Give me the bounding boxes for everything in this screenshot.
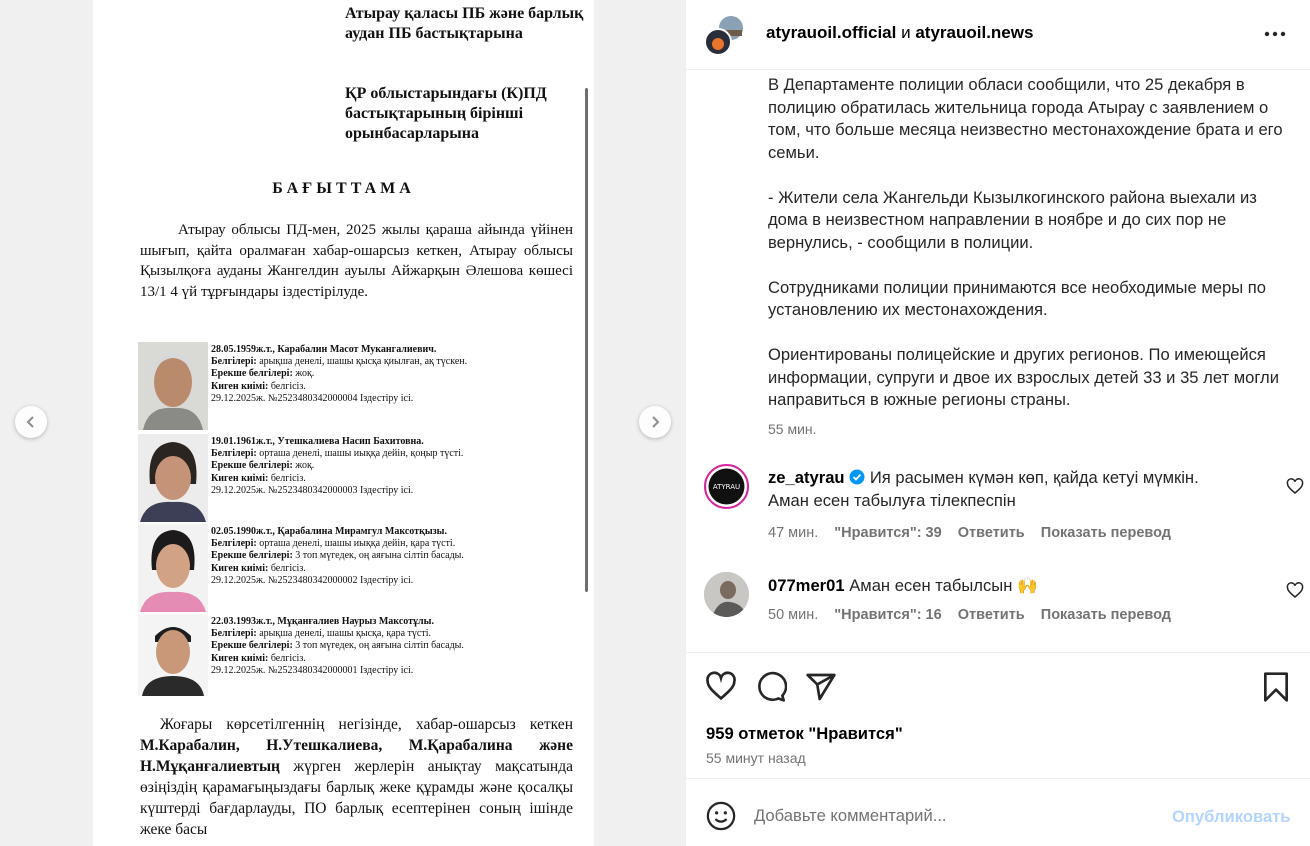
sign-label: Белгілері: [211,448,257,460]
post-authors [766,23,1033,43]
comment-body: Аман есен табылсын 🙌 [849,576,1038,595]
commenter-avatar[interactable] [704,464,749,509]
person-name: 02.05.1990ж.т., Қарабалина Мирамгул Максотқызы. [211,526,447,537]
person-case: 29.12.2025ж. №2523480342000003 Іздестіру ісі. [211,484,414,496]
missing-person-2 [138,434,558,522]
document-image [93,0,594,846]
document-intro: Атырау облысы ПД-мен, 2025 жылы қараша айында үйінен шығып, қайта оралмаған хабар-ошарсыз кеткен, Атырау облысы Қызылқоға ауданы Жангелдин ауылы Айжарқын Әлешова көшесі 13/1 4 үй тұрғындары іздестірілуде. [140,222,573,300]
person-special: жоқ. [295,368,315,380]
show-translation-button[interactable]: Показать перевод [1040,607,1172,623]
comment-username[interactable]: 077mer01 [768,576,845,595]
document-scrollbar [585,88,588,592]
person-signs: арықша денелі, шашы қысқа, қара түсті. [259,628,432,640]
publish-button[interactable]: Опубликовать [1172,807,1291,826]
coauthor-link[interactable]: atyrauoil.news [915,23,1034,42]
like-heart-icon[interactable] [705,671,737,703]
clothes-label: Киген киімі: [211,380,269,392]
comment-input[interactable] [754,799,1154,833]
person-case: 29.12.2025ж. №2523480342000002 Іздестіру ісі. [211,574,414,586]
author-link[interactable]: atyrauoil.official [766,23,897,42]
document-heading-1: Атырау қаласы ПБ және барлық аудан ПБ бастықтарына [345,5,584,42]
comment-username[interactable]: ze_atyrau [768,468,845,487]
comment-time: 50 мин. [768,607,819,623]
person-name: 22.03.1993ж.т., Мұқанғалиев Наурыз Максотұлы. [211,616,434,627]
conclusion-text-2: жүрген жерлерін анықтау мақсатында өзіңіздің қарамағыңыздағы барлық жеке құрамды және қосалқы күштерді бағдарлауды, ПО барлық есептерінен соның ішінде жеке басы [140,758,573,838]
post-timestamp: 55 минут назад [706,750,806,766]
missing-person-4 [138,614,558,702]
reply-button[interactable]: Ответить [957,525,1025,541]
person-photo [138,342,208,430]
person-photo [138,434,208,522]
clothes-label: Киген киімі: [211,472,269,484]
author-avatars[interactable] [704,14,748,56]
post-caption: В Департаменте полиции облаcи сообщили, что 25 декабря в полицию обратилась жительница города Атырау с заявлением о том, что больше месяца неизвестно местонахождение брата и его семьи. - Жители села Жангельди Кызылкогинского района выехали из дома в неизвестном направлении в ноябре и до сих пор не вернулись, - сообщили в полиции. Сотрудниками полиции принимаются все необходимые меры по установлению их местонахождения. Ориентированы полицейские и других регионов. По имеющейся информации, супруги и двое их взрослых детей 33 и 35 лет могли направиться в южные регионы страны. [768,75,1283,409]
special-label: Ерекше белгілері: [211,368,293,380]
post-side-panel [685,0,1310,846]
caption-timestamp: 55 мин. [768,421,817,437]
post-header [686,0,1310,70]
person-special: 3 топ мүгедек, оң аяғына сілтіп басады. [295,550,464,562]
person-special: 3 топ мүгедек, оң аяғына сілтіп басады. [295,640,464,652]
person-clothes: белгісіз. [270,380,306,392]
comment-likes[interactable]: "Нравится": 39 [834,525,942,541]
comment-text [768,574,1238,597]
person-clothes: белгісіз. [270,472,306,484]
missing-person-1 [138,342,558,430]
comment-meta [768,607,1183,623]
chevron-right-icon [648,415,662,429]
person-clothes: белгісіз. [270,652,306,664]
comment-body: Ия расымен күмән көп, қайда кетуі мүмкін. Аман есен табылуға тілекпеспін [768,468,1199,510]
chevron-left-icon [24,415,38,429]
avatar-logo-text: ATYRAU [712,483,741,491]
more-options-icon[interactable] [1262,22,1288,46]
clothes-label: Киген киімі: [211,652,269,664]
sign-label: Белгілері: [211,538,257,550]
comment-composer [686,778,1310,846]
comment-bubble-icon[interactable] [755,671,787,703]
missing-person-3 [138,524,558,612]
save-bookmark-icon[interactable] [1260,671,1292,703]
person-signs: орташа денелі, шашы иыққа дейін, қоңыр түсті. [259,448,464,460]
special-label: Ерекше белгілері: [211,640,293,652]
comment-like-icon[interactable] [1286,478,1304,496]
next-slide-button[interactable] [639,406,671,438]
person-special: жоқ. [295,460,315,472]
person-photo [138,524,208,612]
verified-badge-icon [849,469,865,485]
document-heading-2: ҚР облыстарындағы (К)ПД бастықтарының бірінші орынбасарларына [345,85,547,142]
emoji-icon[interactable] [706,801,736,831]
likes-count[interactable]: 959 отметок "Нравится" [706,724,903,743]
person-name: 19.01.1961ж.т., Утешкалиева Насип Бахитовна. [211,436,424,447]
commenter-avatar[interactable] [704,572,749,617]
document-conclusion [140,714,573,840]
reply-button[interactable]: Ответить [957,607,1025,623]
comment-likes[interactable]: "Нравится": 16 [834,607,942,623]
sign-label: Белгілері: [211,628,257,640]
previous-slide-button[interactable] [15,406,47,438]
person-case: 29.12.2025ж. №2523480342000001 Іздестіру ісі. [211,664,414,676]
show-translation-button[interactable]: Показать перевод [1040,525,1172,541]
person-name: 28.05.1959ж.т., Карабалин Масот Мукангалиевич. [211,344,437,355]
comment-like-icon[interactable] [1286,582,1304,600]
conclusion-text-1: Жоғары көрсетілгеннің негізінде, хабар-ошарсыз кеткен [160,716,573,733]
person-photo [138,614,208,696]
person-signs: арықша денелі, шашы қысқа қиылған, ақ түскен. [259,356,468,368]
comment-meta [768,525,1183,541]
authors-connector: и [901,23,911,42]
special-label: Ерекше белгілері: [211,460,293,472]
comment-time: 47 мин. [768,525,819,541]
post-actions [686,652,1310,778]
special-label: Ерекше белгілері: [211,550,293,562]
comment-text [768,466,1238,512]
person-case: 29.12.2025ж. №2523480342000004 Іздестіру ісі. [211,392,414,404]
document-title: БАҒЫТТАМА [272,180,415,197]
conclusion-names: М.Карабалин, Н.Утешкалиева, М.Қарабалина және Н.Мұқанғалиевтың [140,737,573,775]
sign-label: Белгілері: [211,356,257,368]
person-clothes: белгісіз. [270,562,306,574]
clothes-label: Киген киімі: [211,562,269,574]
person-signs: орташа денелі, шашы иыққа дейін, қара түсті. [259,538,456,550]
share-send-icon[interactable] [805,671,837,703]
